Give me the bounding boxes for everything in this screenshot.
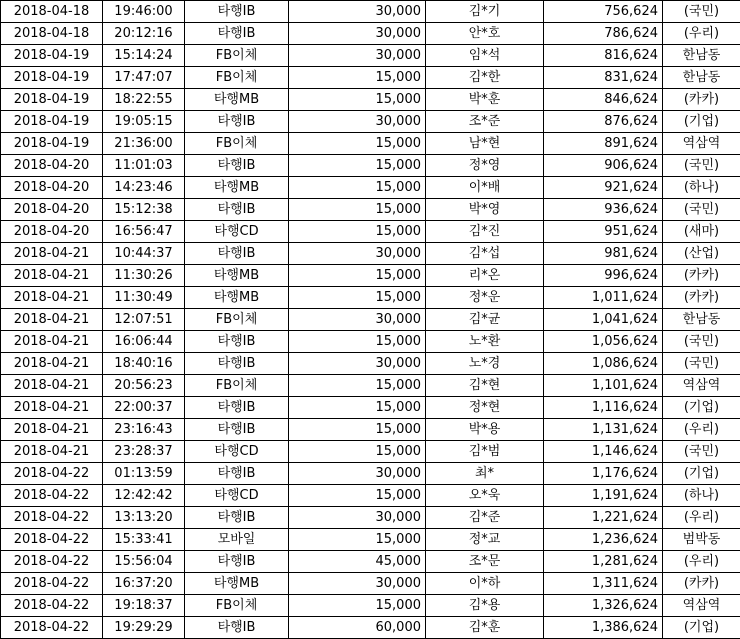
transaction-type-cell[interactable]: 타행IB xyxy=(185,463,289,485)
transaction-type-cell[interactable]: 타행IB xyxy=(185,617,289,639)
transaction-type-cell[interactable]: FB이체 xyxy=(185,67,289,89)
table-row xyxy=(1,397,740,419)
transaction-type-cell[interactable]: 타행IB xyxy=(185,1,289,23)
memo-cell[interactable]: 역삼역 xyxy=(663,133,740,155)
date-cell[interactable]: 2018-04-20 xyxy=(1,199,103,221)
date-cell[interactable]: 2018-04-18 xyxy=(1,1,103,23)
depositor-name-cell[interactable]: 정*교 xyxy=(426,529,544,551)
table-row xyxy=(1,89,740,111)
transaction-type-cell[interactable]: FB이체 xyxy=(185,595,289,617)
depositor-name-cell[interactable]: 정*현 xyxy=(426,397,544,419)
amount-cell[interactable]: 30,000 xyxy=(289,353,426,375)
transaction-type-cell[interactable]: FB이체 xyxy=(185,309,289,331)
balance-cell[interactable]: 816,624 xyxy=(544,45,663,67)
transaction-type-cell[interactable]: 타행CD xyxy=(185,441,289,463)
transaction-type-cell[interactable]: FB이체 xyxy=(185,133,289,155)
date-cell[interactable]: 2018-04-18 xyxy=(1,23,103,45)
memo-cell[interactable]: 역삼역 xyxy=(663,595,740,617)
table-row xyxy=(1,23,740,45)
balance-cell[interactable]: 756,624 xyxy=(544,1,663,23)
amount-cell[interactable]: 15,000 xyxy=(289,133,426,155)
memo-cell[interactable]: (국민) xyxy=(663,441,740,463)
date-cell[interactable]: 2018-04-21 xyxy=(1,265,103,287)
balance-cell[interactable]: 891,624 xyxy=(544,133,663,155)
table-row xyxy=(1,573,740,595)
depositor-name-cell[interactable]: 오*욱 xyxy=(426,485,544,507)
memo-cell[interactable]: 역삼역 xyxy=(663,375,740,397)
table-row xyxy=(1,551,740,573)
balance-cell[interactable]: 1,131,624 xyxy=(544,419,663,441)
balance-cell[interactable]: 1,176,624 xyxy=(544,463,663,485)
date-cell[interactable]: 2018-04-20 xyxy=(1,177,103,199)
amount-cell[interactable]: 30,000 xyxy=(289,1,426,23)
memo-cell[interactable]: (우리) xyxy=(663,419,740,441)
memo-cell[interactable]: (국민) xyxy=(663,353,740,375)
time-cell[interactable]: 19:29:29 xyxy=(103,617,185,639)
depositor-name-cell[interactable]: 김*균 xyxy=(426,309,544,331)
amount-cell[interactable]: 30,000 xyxy=(289,573,426,595)
date-cell[interactable]: 2018-04-22 xyxy=(1,595,103,617)
memo-cell[interactable]: (기업) xyxy=(663,463,740,485)
date-cell[interactable]: 2018-04-22 xyxy=(1,529,103,551)
date-cell[interactable]: 2018-04-21 xyxy=(1,375,103,397)
memo-cell[interactable]: (국민) xyxy=(663,331,740,353)
memo-cell[interactable]: (기업) xyxy=(663,111,740,133)
depositor-name-cell[interactable]: 남*현 xyxy=(426,133,544,155)
amount-cell[interactable]: 15,000 xyxy=(289,221,426,243)
table-row xyxy=(1,463,740,485)
date-cell[interactable]: 2018-04-21 xyxy=(1,243,103,265)
memo-cell[interactable]: 한남동 xyxy=(663,67,740,89)
amount-cell[interactable]: 30,000 xyxy=(289,111,426,133)
date-cell[interactable]: 2018-04-20 xyxy=(1,221,103,243)
amount-cell[interactable]: 15,000 xyxy=(289,375,426,397)
transaction-type-cell[interactable]: FB이체 xyxy=(185,375,289,397)
transaction-type-cell[interactable]: 타행IB xyxy=(185,551,289,573)
balance-cell[interactable]: 1,086,624 xyxy=(544,353,663,375)
amount-cell[interactable]: 30,000 xyxy=(289,243,426,265)
table-row xyxy=(1,507,740,529)
balance-cell[interactable]: 981,624 xyxy=(544,243,663,265)
memo-cell[interactable]: (우리) xyxy=(663,507,740,529)
amount-cell[interactable]: 30,000 xyxy=(289,463,426,485)
depositor-name-cell[interactable]: 노*경 xyxy=(426,353,544,375)
time-cell[interactable]: 11:30:26 xyxy=(103,265,185,287)
transaction-type-cell[interactable]: 타행MB xyxy=(185,573,289,595)
balance-cell[interactable]: 846,624 xyxy=(544,89,663,111)
date-cell[interactable]: 2018-04-19 xyxy=(1,45,103,67)
memo-cell[interactable]: (기업) xyxy=(663,397,740,419)
transaction-type-cell[interactable]: 타행CD xyxy=(185,485,289,507)
table-row xyxy=(1,419,740,441)
date-cell[interactable]: 2018-04-19 xyxy=(1,111,103,133)
depositor-name-cell[interactable]: 안*호 xyxy=(426,23,544,45)
time-cell[interactable]: 15:12:38 xyxy=(103,199,185,221)
amount-cell[interactable]: 30,000 xyxy=(289,23,426,45)
balance-cell[interactable]: 1,191,624 xyxy=(544,485,663,507)
balance-cell[interactable]: 936,624 xyxy=(544,199,663,221)
transaction-type-cell[interactable]: 타행IB xyxy=(185,155,289,177)
balance-cell[interactable]: 786,624 xyxy=(544,23,663,45)
depositor-name-cell[interactable]: 정*운 xyxy=(426,287,544,309)
balance-cell[interactable]: 1,116,624 xyxy=(544,397,663,419)
balance-cell[interactable]: 1,041,624 xyxy=(544,309,663,331)
transaction-type-cell[interactable]: 타행MB xyxy=(185,89,289,111)
time-cell[interactable]: 16:56:47 xyxy=(103,221,185,243)
time-cell[interactable]: 12:42:42 xyxy=(103,485,185,507)
depositor-name-cell[interactable]: 조*문 xyxy=(426,551,544,573)
transaction-type-cell[interactable]: 타행IB xyxy=(185,111,289,133)
memo-cell[interactable]: (하나) xyxy=(663,485,740,507)
depositor-name-cell[interactable]: 노*환 xyxy=(426,331,544,353)
time-cell[interactable]: 15:14:24 xyxy=(103,45,185,67)
table-row xyxy=(1,1,740,23)
balance-cell[interactable]: 1,056,624 xyxy=(544,331,663,353)
table-row xyxy=(1,155,740,177)
depositor-name-cell[interactable]: 박*영 xyxy=(426,199,544,221)
transaction-type-cell[interactable]: 타행CD xyxy=(185,221,289,243)
amount-cell[interactable]: 15,000 xyxy=(289,265,426,287)
date-cell[interactable]: 2018-04-19 xyxy=(1,89,103,111)
table-row xyxy=(1,309,740,331)
memo-cell[interactable]: 한남동 xyxy=(663,309,740,331)
amount-cell[interactable]: 60,000 xyxy=(289,617,426,639)
time-cell[interactable]: 11:01:03 xyxy=(103,155,185,177)
table-row xyxy=(1,265,740,287)
depositor-name-cell[interactable]: 김*준 xyxy=(426,507,544,529)
date-cell[interactable]: 2018-04-20 xyxy=(1,155,103,177)
depositor-name-cell[interactable]: 김*기 xyxy=(426,1,544,23)
date-cell[interactable]: 2018-04-19 xyxy=(1,67,103,89)
date-cell[interactable]: 2018-04-22 xyxy=(1,463,103,485)
transaction-type-cell[interactable]: 타행IB xyxy=(185,199,289,221)
depositor-name-cell[interactable]: 김*용 xyxy=(426,595,544,617)
transaction-type-cell[interactable]: 타행IB xyxy=(185,397,289,419)
date-cell[interactable]: 2018-04-22 xyxy=(1,617,103,639)
depositor-name-cell[interactable]: 박*용 xyxy=(426,419,544,441)
date-cell[interactable]: 2018-04-21 xyxy=(1,397,103,419)
time-cell[interactable]: 15:33:41 xyxy=(103,529,185,551)
table-row xyxy=(1,441,740,463)
amount-cell[interactable]: 15,000 xyxy=(289,177,426,199)
amount-cell[interactable]: 15,000 xyxy=(289,199,426,221)
amount-cell[interactable]: 15,000 xyxy=(289,67,426,89)
memo-cell[interactable]: (국민) xyxy=(663,155,740,177)
time-cell[interactable]: 19:05:15 xyxy=(103,111,185,133)
time-cell[interactable]: 21:36:00 xyxy=(103,133,185,155)
table-row xyxy=(1,617,740,639)
amount-cell[interactable]: 15,000 xyxy=(289,397,426,419)
balance-cell[interactable]: 996,624 xyxy=(544,265,663,287)
time-cell[interactable]: 20:12:16 xyxy=(103,23,185,45)
transaction-type-cell[interactable]: 모바일 xyxy=(185,529,289,551)
time-cell[interactable]: 16:37:20 xyxy=(103,573,185,595)
time-cell[interactable]: 19:46:00 xyxy=(103,1,185,23)
table-row xyxy=(1,45,740,67)
time-cell[interactable]: 22:00:37 xyxy=(103,397,185,419)
date-cell[interactable]: 2018-04-21 xyxy=(1,441,103,463)
memo-cell[interactable]: (우리) xyxy=(663,551,740,573)
memo-cell[interactable]: (국민) xyxy=(663,1,740,23)
memo-cell[interactable]: (새마) xyxy=(663,221,740,243)
memo-cell[interactable]: (카카) xyxy=(663,573,740,595)
depositor-name-cell[interactable]: 이*배 xyxy=(426,177,544,199)
memo-cell[interactable]: 범박동 xyxy=(663,529,740,551)
balance-cell[interactable]: 1,236,624 xyxy=(544,529,663,551)
table-row xyxy=(1,485,740,507)
time-cell[interactable]: 16:06:44 xyxy=(103,331,185,353)
memo-cell[interactable]: (우리) xyxy=(663,23,740,45)
date-cell[interactable]: 2018-04-21 xyxy=(1,309,103,331)
amount-cell[interactable]: 15,000 xyxy=(289,331,426,353)
time-cell[interactable]: 19:18:37 xyxy=(103,595,185,617)
amount-cell[interactable]: 15,000 xyxy=(289,595,426,617)
date-cell[interactable]: 2018-04-21 xyxy=(1,287,103,309)
transaction-type-cell[interactable]: 타행MB xyxy=(185,287,289,309)
balance-cell[interactable]: 906,624 xyxy=(544,155,663,177)
amount-cell[interactable]: 15,000 xyxy=(289,529,426,551)
time-cell[interactable]: 18:40:16 xyxy=(103,353,185,375)
date-cell[interactable]: 2018-04-19 xyxy=(1,133,103,155)
balance-cell[interactable]: 876,624 xyxy=(544,111,663,133)
balance-cell[interactable]: 1,221,624 xyxy=(544,507,663,529)
table-row xyxy=(1,221,740,243)
table-row xyxy=(1,375,740,397)
depositor-name-cell[interactable]: 김*진 xyxy=(426,221,544,243)
date-cell[interactable]: 2018-04-21 xyxy=(1,419,103,441)
date-cell[interactable]: 2018-04-22 xyxy=(1,573,103,595)
depositor-name-cell[interactable]: 임*석 xyxy=(426,45,544,67)
depositor-name-cell[interactable]: 김*훈 xyxy=(426,617,544,639)
depositor-name-cell[interactable]: 정*영 xyxy=(426,155,544,177)
depositor-name-cell[interactable]: 조*준 xyxy=(426,111,544,133)
amount-cell[interactable]: 30,000 xyxy=(289,309,426,331)
time-cell[interactable]: 12:07:51 xyxy=(103,309,185,331)
depositor-name-cell[interactable]: 김*섭 xyxy=(426,243,544,265)
table-row xyxy=(1,331,740,353)
table-row xyxy=(1,529,740,551)
amount-cell[interactable]: 15,000 xyxy=(289,155,426,177)
time-cell[interactable]: 20:56:23 xyxy=(103,375,185,397)
transaction-type-cell[interactable]: 타행IB xyxy=(185,353,289,375)
memo-cell[interactable]: (국민) xyxy=(663,199,740,221)
memo-cell[interactable]: (산업) xyxy=(663,243,740,265)
time-cell[interactable]: 17:47:07 xyxy=(103,67,185,89)
amount-cell[interactable]: 15,000 xyxy=(289,89,426,111)
table-row xyxy=(1,199,740,221)
depositor-name-cell[interactable]: 최* xyxy=(426,463,544,485)
time-cell[interactable]: 23:16:43 xyxy=(103,419,185,441)
table-row xyxy=(1,243,740,265)
transaction-type-cell[interactable]: 타행IB xyxy=(185,507,289,529)
memo-cell[interactable]: (카카) xyxy=(663,265,740,287)
date-cell[interactable]: 2018-04-22 xyxy=(1,507,103,529)
transaction-type-cell[interactable]: 타행IB xyxy=(185,243,289,265)
table-row xyxy=(1,287,740,309)
amount-cell[interactable]: 15,000 xyxy=(289,287,426,309)
transaction-type-cell[interactable]: 타행MB xyxy=(185,265,289,287)
amount-cell[interactable]: 30,000 xyxy=(289,507,426,529)
depositor-name-cell[interactable]: 김*한 xyxy=(426,67,544,89)
memo-cell[interactable]: (카카) xyxy=(663,89,740,111)
transaction-type-cell[interactable]: 타행IB xyxy=(185,23,289,45)
balance-cell[interactable]: 951,624 xyxy=(544,221,663,243)
transaction-type-cell[interactable]: 타행MB xyxy=(185,177,289,199)
transaction-type-cell[interactable]: 타행IB xyxy=(185,419,289,441)
depositor-name-cell[interactable]: 박*훈 xyxy=(426,89,544,111)
time-cell[interactable]: 13:13:20 xyxy=(103,507,185,529)
time-cell[interactable]: 18:22:55 xyxy=(103,89,185,111)
balance-cell[interactable]: 831,624 xyxy=(544,67,663,89)
balance-cell[interactable]: 1,311,624 xyxy=(544,573,663,595)
depositor-name-cell[interactable]: 이*하 xyxy=(426,573,544,595)
balance-cell[interactable]: 1,101,624 xyxy=(544,375,663,397)
depositor-name-cell[interactable]: 김*현 xyxy=(426,375,544,397)
table-row xyxy=(1,67,740,89)
time-cell[interactable]: 01:13:59 xyxy=(103,463,185,485)
balance-cell[interactable]: 1,281,624 xyxy=(544,551,663,573)
depositor-name-cell[interactable]: 리*온 xyxy=(426,265,544,287)
depositor-name-cell[interactable]: 김*범 xyxy=(426,441,544,463)
time-cell[interactable]: 10:44:37 xyxy=(103,243,185,265)
time-cell[interactable]: 14:23:46 xyxy=(103,177,185,199)
table-row xyxy=(1,133,740,155)
amount-cell[interactable]: 45,000 xyxy=(289,551,426,573)
balance-cell[interactable]: 1,146,624 xyxy=(544,441,663,463)
transaction-type-cell[interactable]: 타행IB xyxy=(185,331,289,353)
date-cell[interactable]: 2018-04-21 xyxy=(1,331,103,353)
table-row xyxy=(1,111,740,133)
amount-cell[interactable]: 30,000 xyxy=(289,45,426,67)
table-row xyxy=(1,595,740,617)
transaction-rows xyxy=(1,1,740,639)
memo-cell[interactable]: (하나) xyxy=(663,177,740,199)
date-cell[interactable]: 2018-04-21 xyxy=(1,353,103,375)
amount-cell[interactable]: 15,000 xyxy=(289,441,426,463)
transaction-type-cell[interactable]: FB이체 xyxy=(185,45,289,67)
memo-cell[interactable]: (기업) xyxy=(663,617,740,639)
time-cell[interactable]: 11:30:49 xyxy=(103,287,185,309)
memo-cell[interactable]: 한남동 xyxy=(663,45,740,67)
amount-cell[interactable]: 15,000 xyxy=(289,419,426,441)
time-cell[interactable]: 23:28:37 xyxy=(103,441,185,463)
balance-cell[interactable]: 1,326,624 xyxy=(544,595,663,617)
balance-cell[interactable]: 921,624 xyxy=(544,177,663,199)
amount-cell[interactable]: 15,000 xyxy=(289,485,426,507)
memo-cell[interactable]: (카카) xyxy=(663,287,740,309)
balance-cell[interactable]: 1,011,624 xyxy=(544,287,663,309)
table-row xyxy=(1,353,740,375)
date-cell[interactable]: 2018-04-22 xyxy=(1,551,103,573)
balance-cell[interactable]: 1,386,624 xyxy=(544,617,663,639)
table-row xyxy=(1,177,740,199)
date-cell[interactable]: 2018-04-22 xyxy=(1,485,103,507)
time-cell[interactable]: 15:56:04 xyxy=(103,551,185,573)
